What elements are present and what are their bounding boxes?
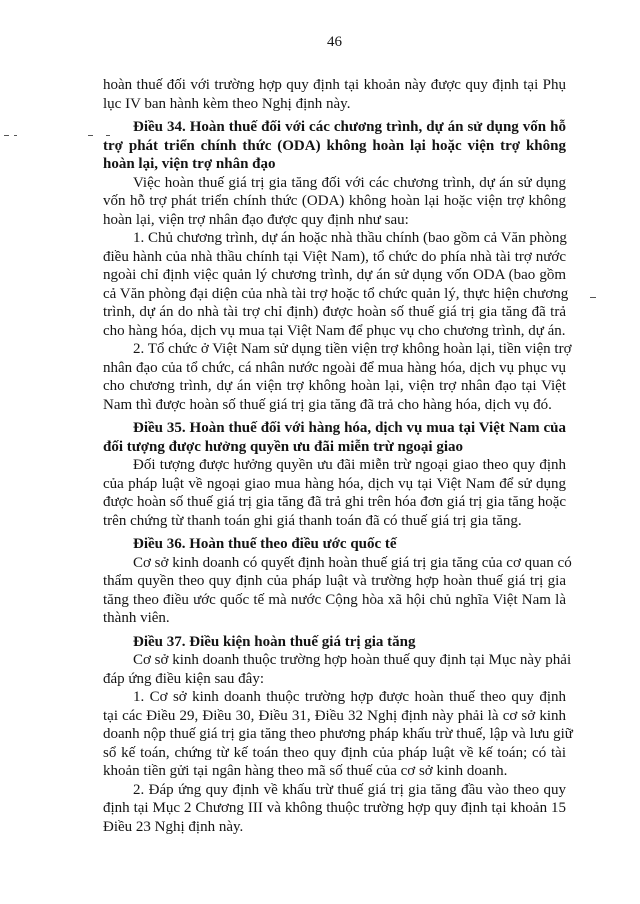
text-line: ngoài chỉ định việc quản lý chương trình, dự án sử dụng vốn ODA (bao gồm (103, 267, 566, 283)
scan-mark (4, 135, 9, 136)
heading-line: Điều 37. Điều kiện hoàn thuế giá trị gia tăng (133, 633, 416, 650)
text-line: thẩm quyền theo quy định của pháp luật và trường hợp hoàn thuế giá trị gia (103, 573, 566, 589)
heading-line: Điều 36. Hoàn thuế theo điều ước quốc tế (133, 536, 397, 552)
text-line: doanh nộp thuế giá trị gia tăng theo phương pháp khấu trừ thuế, lập và lưu giữ (103, 726, 573, 742)
text-line: hoàn thuế đối với trường hợp quy định tại khoản này được quy định tại Phụ (103, 77, 566, 93)
heading-line: đối tượng được hưởng quyền ưu đãi miễn trừ ngoại giao (103, 438, 463, 455)
article-34 (103, 118, 572, 414)
text-line: hoàn lại, viện trợ nhân đạo được quy định như sau: (103, 211, 409, 228)
heading-line: Điều 34. Hoàn thuế đối với các chương trình, dự án sử dụng vốn hỗ (133, 119, 566, 135)
text-line: Việc hoàn thuế giá trị gia tăng đối với các chương trình, dự án sử dụng (133, 174, 566, 191)
article-36-heading (103, 535, 566, 554)
text-line: lục IV ban hành kèm theo Nghị định này. (103, 95, 351, 112)
article-37-heading (103, 633, 566, 652)
article-37-clause-1 (103, 688, 573, 781)
text-line: sổ kế toán, chứng từ kế toán theo quy định của pháp luật về kế toán; có tài (103, 744, 566, 761)
article-37 (103, 633, 573, 837)
text-line: Nam thì được hoàn số thuế giá trị gia tăng đã trả cho hàng hóa, dịch vụ đó. (103, 396, 552, 413)
text-line: cho hàng hóa, dịch vụ mua tại Việt Nam để phục vụ cho chương trình, dự án. (103, 322, 566, 339)
text-line: định tại Mục 2 Chương III và không thuộc trường hợp quy định tại khoản 15 (103, 800, 566, 816)
text-line: đáp ứng điều kiện sau đây: (103, 670, 265, 687)
article-34-clause-1 (103, 229, 569, 340)
article-36-body (103, 554, 572, 628)
scan-mark (14, 135, 17, 136)
text-line: của pháp luật về ngoại giao mua hàng hóa, dịch vụ tại Việt Nam để sử dụng (103, 475, 566, 492)
text-line: khoản tiền gửi tại ngân hàng theo mã số thuế của cơ sở kinh doanh. (103, 763, 508, 779)
heading-line: hoàn lại, viện trợ nhân đạo (103, 156, 276, 172)
text-line: cả Văn phòng đại diện của nhà tài trợ hoặc tổ chức quản lý, thực hiện chương (103, 285, 569, 302)
text-line: tại các Điều 29, Điều 30, Điều 31, Điều 32 Nghị định này phải là cơ sở kinh (103, 707, 566, 724)
article-34-intro (103, 174, 566, 230)
scan-mark (590, 297, 596, 298)
article-35-heading (103, 419, 566, 456)
scan-mark (88, 135, 93, 136)
text-line: cho chương trình, dự án viện trợ không hoàn lại, viện trợ nhân đạo tại Việt (103, 378, 566, 394)
article-34-heading (103, 118, 566, 174)
article-35 (103, 419, 566, 530)
page-number: 46 (327, 34, 342, 50)
text-line: 2. Tổ chức ở Việt Nam sử dụng tiền viện trợ không hoàn lại, tiền viện trợ (133, 341, 572, 357)
text-line: thành viên. (103, 610, 170, 626)
article-37-intro (103, 651, 572, 688)
article-36 (103, 535, 572, 628)
text-line: được hoàn số thuế giá trị gia tăng đã trả ghi trên hóa đơn giá trị gia tăng hoặc (103, 494, 567, 510)
text-line: Điều 23 Nghị định này. (103, 818, 244, 835)
heading-line: Điều 35. Hoàn thuế đối với hàng hóa, dịch vụ mua tại Việt Nam của (133, 420, 566, 436)
text-line: Cơ sở kinh doanh thuộc trường hợp hoàn thuế quy định tại Mục này phải (133, 652, 572, 668)
article-34-clause-2 (103, 340, 572, 414)
text-line: 1. Cơ sở kinh doanh thuộc trường hợp được hoàn thuế theo quy định (133, 689, 566, 705)
text-line: Cơ sở kinh doanh có quyết định hoàn thuế giá trị gia tăng của cơ quan có (133, 554, 572, 571)
text-line: Đối tượng được hưởng quyền ưu đãi miễn trừ ngoại giao theo quy định (133, 457, 566, 473)
text-line: 1. Chủ chương trình, dự án hoặc nhà thầu chính (bao gồm cả Văn phòng (133, 230, 567, 246)
text-line: điều hành của nhà thầu chính tại Việt Nam), tổ chức do phía nhà tài trợ nước (103, 248, 566, 265)
text-line: vốn hỗ trợ phát triển chính thức (ODA) không hoàn lại hoặc viện trợ không (103, 193, 566, 209)
text-line: trên chứng từ thanh toán ghi giá thanh toán đã có thuế giá trị gia tăng. (103, 512, 522, 529)
article-37-clause-2 (103, 781, 566, 837)
text-line: 2. Đáp ứng quy định về khấu trừ thuế giá trị gia tăng đầu vào theo quy (133, 781, 566, 798)
heading-line: trợ phát triển chính thức (ODA) không hoàn lại hoặc viện trợ không (103, 137, 566, 154)
text-line: nhân đạo của tổ chức, cá nhân nước ngoài để mua hàng hóa, dịch vụ phục vụ (103, 359, 566, 376)
carryover-paragraph (103, 76, 566, 113)
article-35-body (103, 456, 566, 530)
text-line: tăng theo điều ước quốc tế mà nước Cộng hòa xã hội chủ nghĩa Việt Nam là (103, 591, 566, 608)
document-body (103, 76, 573, 836)
text-line: trình, dự án do nhà tài trợ chỉ định) được hoàn số thuế giá trị gia tăng đã trả (103, 304, 566, 320)
